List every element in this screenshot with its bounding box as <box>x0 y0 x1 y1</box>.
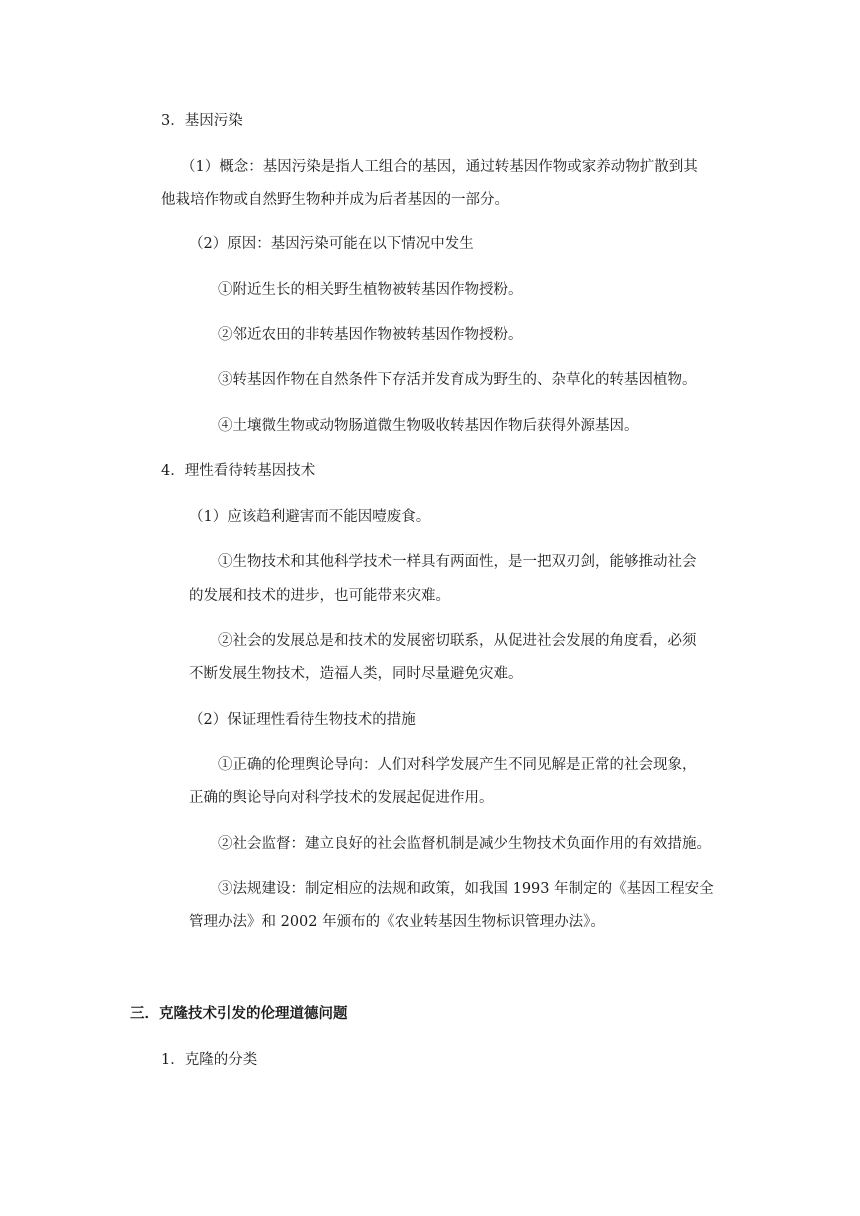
list-item: ③转基因作物在自然条件下存活并发育成为野生的、杂草化的转基因植物。 <box>218 372 697 388</box>
subsection-heading: （1）应该趋利避害而不能因噎废食。 <box>189 509 431 525</box>
paragraph-line: 管理办法》和 2002 年颁布的《农业转基因生物标识管理办法》。 <box>189 914 605 930</box>
list-item: ②社会监督：建立良好的社会监督机制是减少生物技术负面作用的有效措施。 <box>218 836 711 852</box>
section-heading: 1．克隆的分类 <box>161 1052 258 1068</box>
paragraph-line: ①正确的伦理舆论导向：人们对科学发展产生不同见解是正常的社会现象， <box>218 757 697 773</box>
section-heading: 4．理性看待转基因技术 <box>161 463 316 479</box>
list-item: ②邻近农田的非转基因作物被转基因作物授粉。 <box>218 327 523 343</box>
paragraph-line: ③法规建设：制定相应的法规和政策，如我国 1993 年制定的《基因工程安全 <box>218 881 714 897</box>
paragraph-line: 正确的舆论导向对科学技术的发展起促进作用。 <box>189 790 494 806</box>
paragraph-line: ①生物技术和其他科学技术一样具有两面性，是一把双刃剑，能够推动社会 <box>218 554 697 570</box>
paragraph-line: 他栽培作物或自然野生物种并成为后者基因的一部分。 <box>161 192 509 208</box>
chapter-heading: 三．克隆技术引发的伦理道德问题 <box>130 1005 348 1022</box>
subsection-heading: （2）保证理性看待生物技术的措施 <box>189 712 416 728</box>
section-heading: 3．基因污染 <box>161 113 243 129</box>
paragraph-line: （1）概念：基因污染是指人工组合的基因，通过转基因作物或家养动物扩散到其 <box>181 159 698 175</box>
paragraph-line: 不断发展生物技术，造福人类，同时尽量避免灾难。 <box>189 666 523 682</box>
list-item: ④土壤微生物或动物肠道微生物吸收转基因作物后获得外源基因。 <box>218 418 639 434</box>
list-item: ①附近生长的相关野生植物被转基因作物授粉。 <box>218 282 523 298</box>
paragraph-line: 的发展和技术的进步，也可能带来灾难。 <box>189 588 450 604</box>
paragraph-line: ②社会的发展总是和技术的发展密切联系，从促进社会发展的角度看，必须 <box>218 633 697 649</box>
subsection-heading: （2）原因：基因污染可能在以下情况中发生 <box>189 236 474 252</box>
